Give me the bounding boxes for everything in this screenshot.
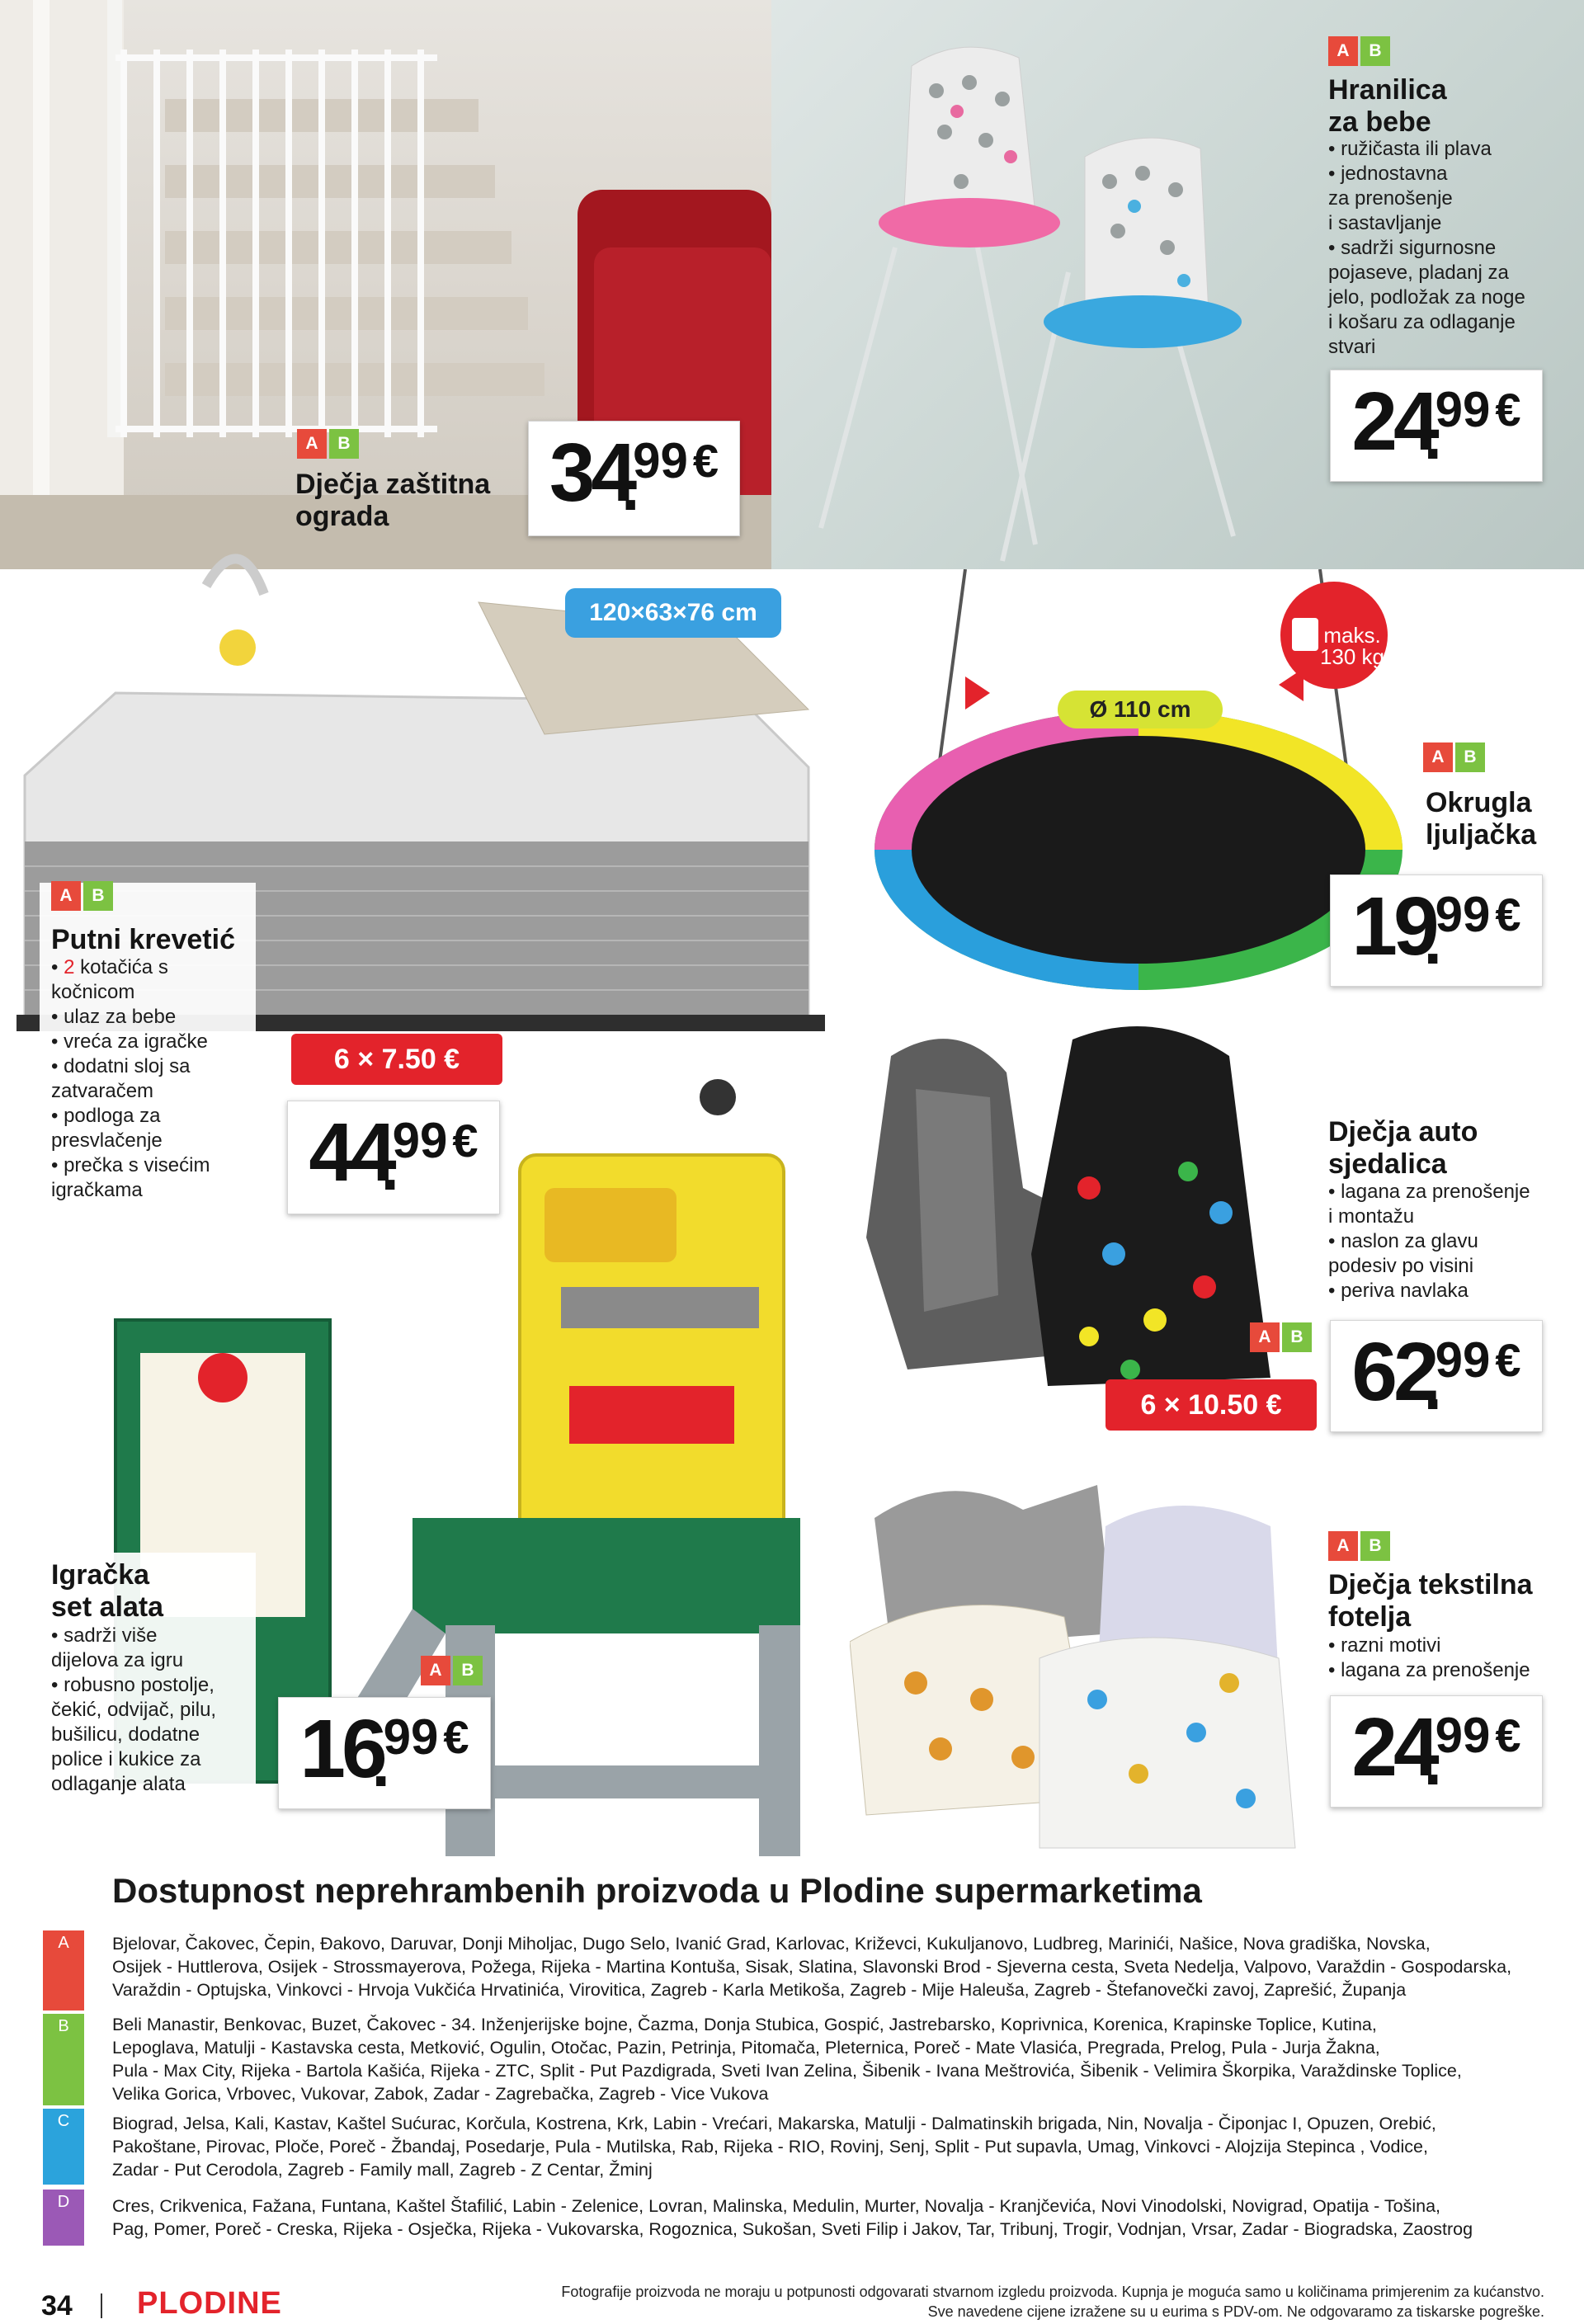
footer-separator	[101, 2293, 102, 2318]
badge-a: A	[297, 429, 327, 459]
travelcot-dimensions-tag: 120×63×76 cm	[565, 588, 781, 638]
availability-row-a-bar: A	[43, 1930, 84, 2011]
availability-row-d-bar: D	[43, 2190, 84, 2246]
swing-diameter-tag: Ø 110 cm	[1058, 691, 1223, 728]
toolset-price: 16 99 . €	[278, 1697, 491, 1809]
toolset-features: • sadrži više dijelova za igru • robusno postolje, čekić, odvijač, pilu, bušilicu, dodatne police i kukice za odlaganje alata	[51, 1624, 216, 1797]
availability-row-c-bar: C	[43, 2109, 84, 2185]
travelcot-installment-tag: 6 × 7.50 €	[291, 1034, 502, 1085]
gate-title: Dječja zaštitna ograda	[295, 469, 491, 532]
swing-price: 19 99 . €	[1330, 874, 1543, 987]
gate-price: 34 99 . €	[528, 421, 740, 536]
highchair-price: 24 99 . €	[1330, 370, 1543, 482]
badge-b: B	[329, 429, 359, 459]
gate-availability-badges	[297, 429, 359, 459]
availability-row-b-bar: B	[43, 2014, 84, 2105]
armchair-features: • razni motivi • lagana za prenošenje	[1328, 1633, 1530, 1683]
travelcot-price: 44 99 . €	[287, 1101, 500, 1214]
highchair-availability-badges: A B	[1328, 36, 1390, 66]
highchair-features: • ružičasta ili plava • jednostavna za prenošenje i sastavljanje • sadrži sigurnosne pojaseve, pladanj za jelo, podložak za noge i košaru za odlaganje stvari	[1328, 137, 1525, 360]
weight-icon	[1292, 618, 1318, 651]
availability-row-a: Bjelovar, Čakovec, Čepin, Đakovo, Daruvar, Donji Miholjac, Dugo Selo, Ivanić Grad, Karlovac, Križevci, Kukuljanovo, Ludbreg, Marinići, Našice, Nova gradiška, Novska, Osijek - Huttlerova, Osijek - Strossmayerova, Požega, Rijeka - Martina Kontuša, Sisak, Slatina, Slavonski Brod - Sjeverna cesta, Sveta Nedelja, Valpovo, Varaždin - Gospodarska, Varaždin - Optujska, Vinkovci - Hrvoja Vukčića Hrvatinića, Virovitica, Zagreb - Karla Metikoša, Zagreb - Mije Haleuša, Zagreb - Štefanovečki zavoj, Zaprešić, Županja	[112, 1934, 1512, 2000]
carseat-price: 62 99 . €	[1330, 1320, 1543, 1432]
travelcot-title: Putni krevetić	[51, 924, 235, 955]
page-number: 34	[41, 2290, 73, 2322]
armchair-title: Dječja tekstilna fotelja	[1328, 1569, 1533, 1633]
availability-row-b: Beli Manastir, Benkovac, Buzet, Čakovec - 34. Inženjerijske bojne, Čazma, Donja Stubica, Gospić, Jastrebarsko, Koprivnica, Korenica, Krapinske Toplice, Kutina, Lepoglava, Matulji - Kastavska cesta, Metković, Ogulin, Otočac, Pazin, Petrinja, Pitomača, Pleternica, Poreč - Mate Vlasića, Pregrada, Prelog, Pula - Jurja Žakna, Pula - Max City, Rijeka - Bartola Kašića, Rijeka - ZTC, Split - Put Pazdigrada, Sveti Ivan Zelina, Šibenik - Ivana Meštrovića, Šibenik - Velimira Škorpika, Varaždinske Toplice, Velika Gorica, Vrbovec, Vukovar, Zabok, Zadar - Zagrebačka, Zagreb - Vice Vukova	[112, 2015, 1462, 2104]
carseat-title: Dječja auto sjedalica	[1328, 1116, 1478, 1180]
carseat-image	[842, 1023, 1304, 1402]
availability-title: Dostupnost neprehrambenih proizvoda u Plodine supermarketima	[112, 1871, 1202, 1910]
carseat-availability-badges: A B	[1250, 1322, 1312, 1352]
toolset-title: Igračka set alata	[51, 1559, 164, 1623]
availability-row-d: Cres, Crikvenica, Fažana, Funtana, Kaštel Štafilić, Labin - Zelenice, Lovran, Malinska, Medulin, Murter, Novalja - Kranjčevića, Novi Vinodolski, Novigrad, Opatija - Tošina, Pag, Pomer, Poreč - Creska, Rijeka - Osječka, Rijeka - Vukovarska, Rogoznica, Sukošan, Sveti Filip i Jakov, Tar, Tribunj, Trogir, Vodnjan, Vrsar, Zadar - Biogradska, Zaostrog	[112, 2196, 1473, 2239]
armchair-price: 24 99 . €	[1330, 1695, 1543, 1808]
highchair-title: Hranilica za bebe	[1328, 74, 1447, 138]
swing-title: Okrugla ljuljačka	[1426, 787, 1537, 851]
swing-availability-badges: A B	[1423, 742, 1485, 772]
travelcot-features: • 2 kotačića s kočnicom • ulaz za bebe • vreća za igračke • dodatni sloj sa zatvaračem • podloga za presvlačenje • prečka s visećim igračkama	[51, 955, 210, 1203]
armchair-image	[850, 1435, 1312, 1856]
carseat-features: • lagana za prenošenje i montažu • naslon za glavu podesiv po visini • periva navlaka	[1328, 1180, 1530, 1303]
travelcot-availability-badges: A B	[51, 881, 113, 911]
swing-max-weight-badge: maks. 130 kg	[1280, 582, 1388, 689]
armchair-availability-badges: A B	[1328, 1531, 1390, 1561]
plodine-logo: PLODINE	[137, 2286, 282, 2321]
toolset-availability-badges: A B	[421, 1656, 483, 1685]
availability-row-c: Biograd, Jelsa, Kali, Kastav, Kaštel Sućurac, Korčula, Kostrena, Krk, Labin - Vrećari, Makarska, Matulji - Dalmatinskih brigada, Nin, Novalja - Čiponjac I, Opuzen, Orebić, Pakoštane, Pirovac, Ploče, Poreč - Žbandaj, Posedarje, Pula - Mutilska, Rab, Rijeka - RIO, Rovinj, Senj, Split - Put supavla, Umag, Vinkovci - Alojzija Stepinca , Vodice, Zadar - Put Cerodola, Zagreb - Family mall, Zagreb - Z Centar, Žminj	[112, 2114, 1436, 2180]
carseat-installment-tag: 6 × 10.50 €	[1106, 1379, 1317, 1431]
footer-disclaimer: Fotografije proizvoda ne moraju u potpunosti odgovarati stvarnom izgledu proizvoda. Kupnja je moguća samo u količinama primjerenim za kućanstvo. Sve navedene cijene izražene su u eurima s PDV-om. Ne odgovaramo za tiskarske pogreške.	[561, 2284, 1544, 2320]
